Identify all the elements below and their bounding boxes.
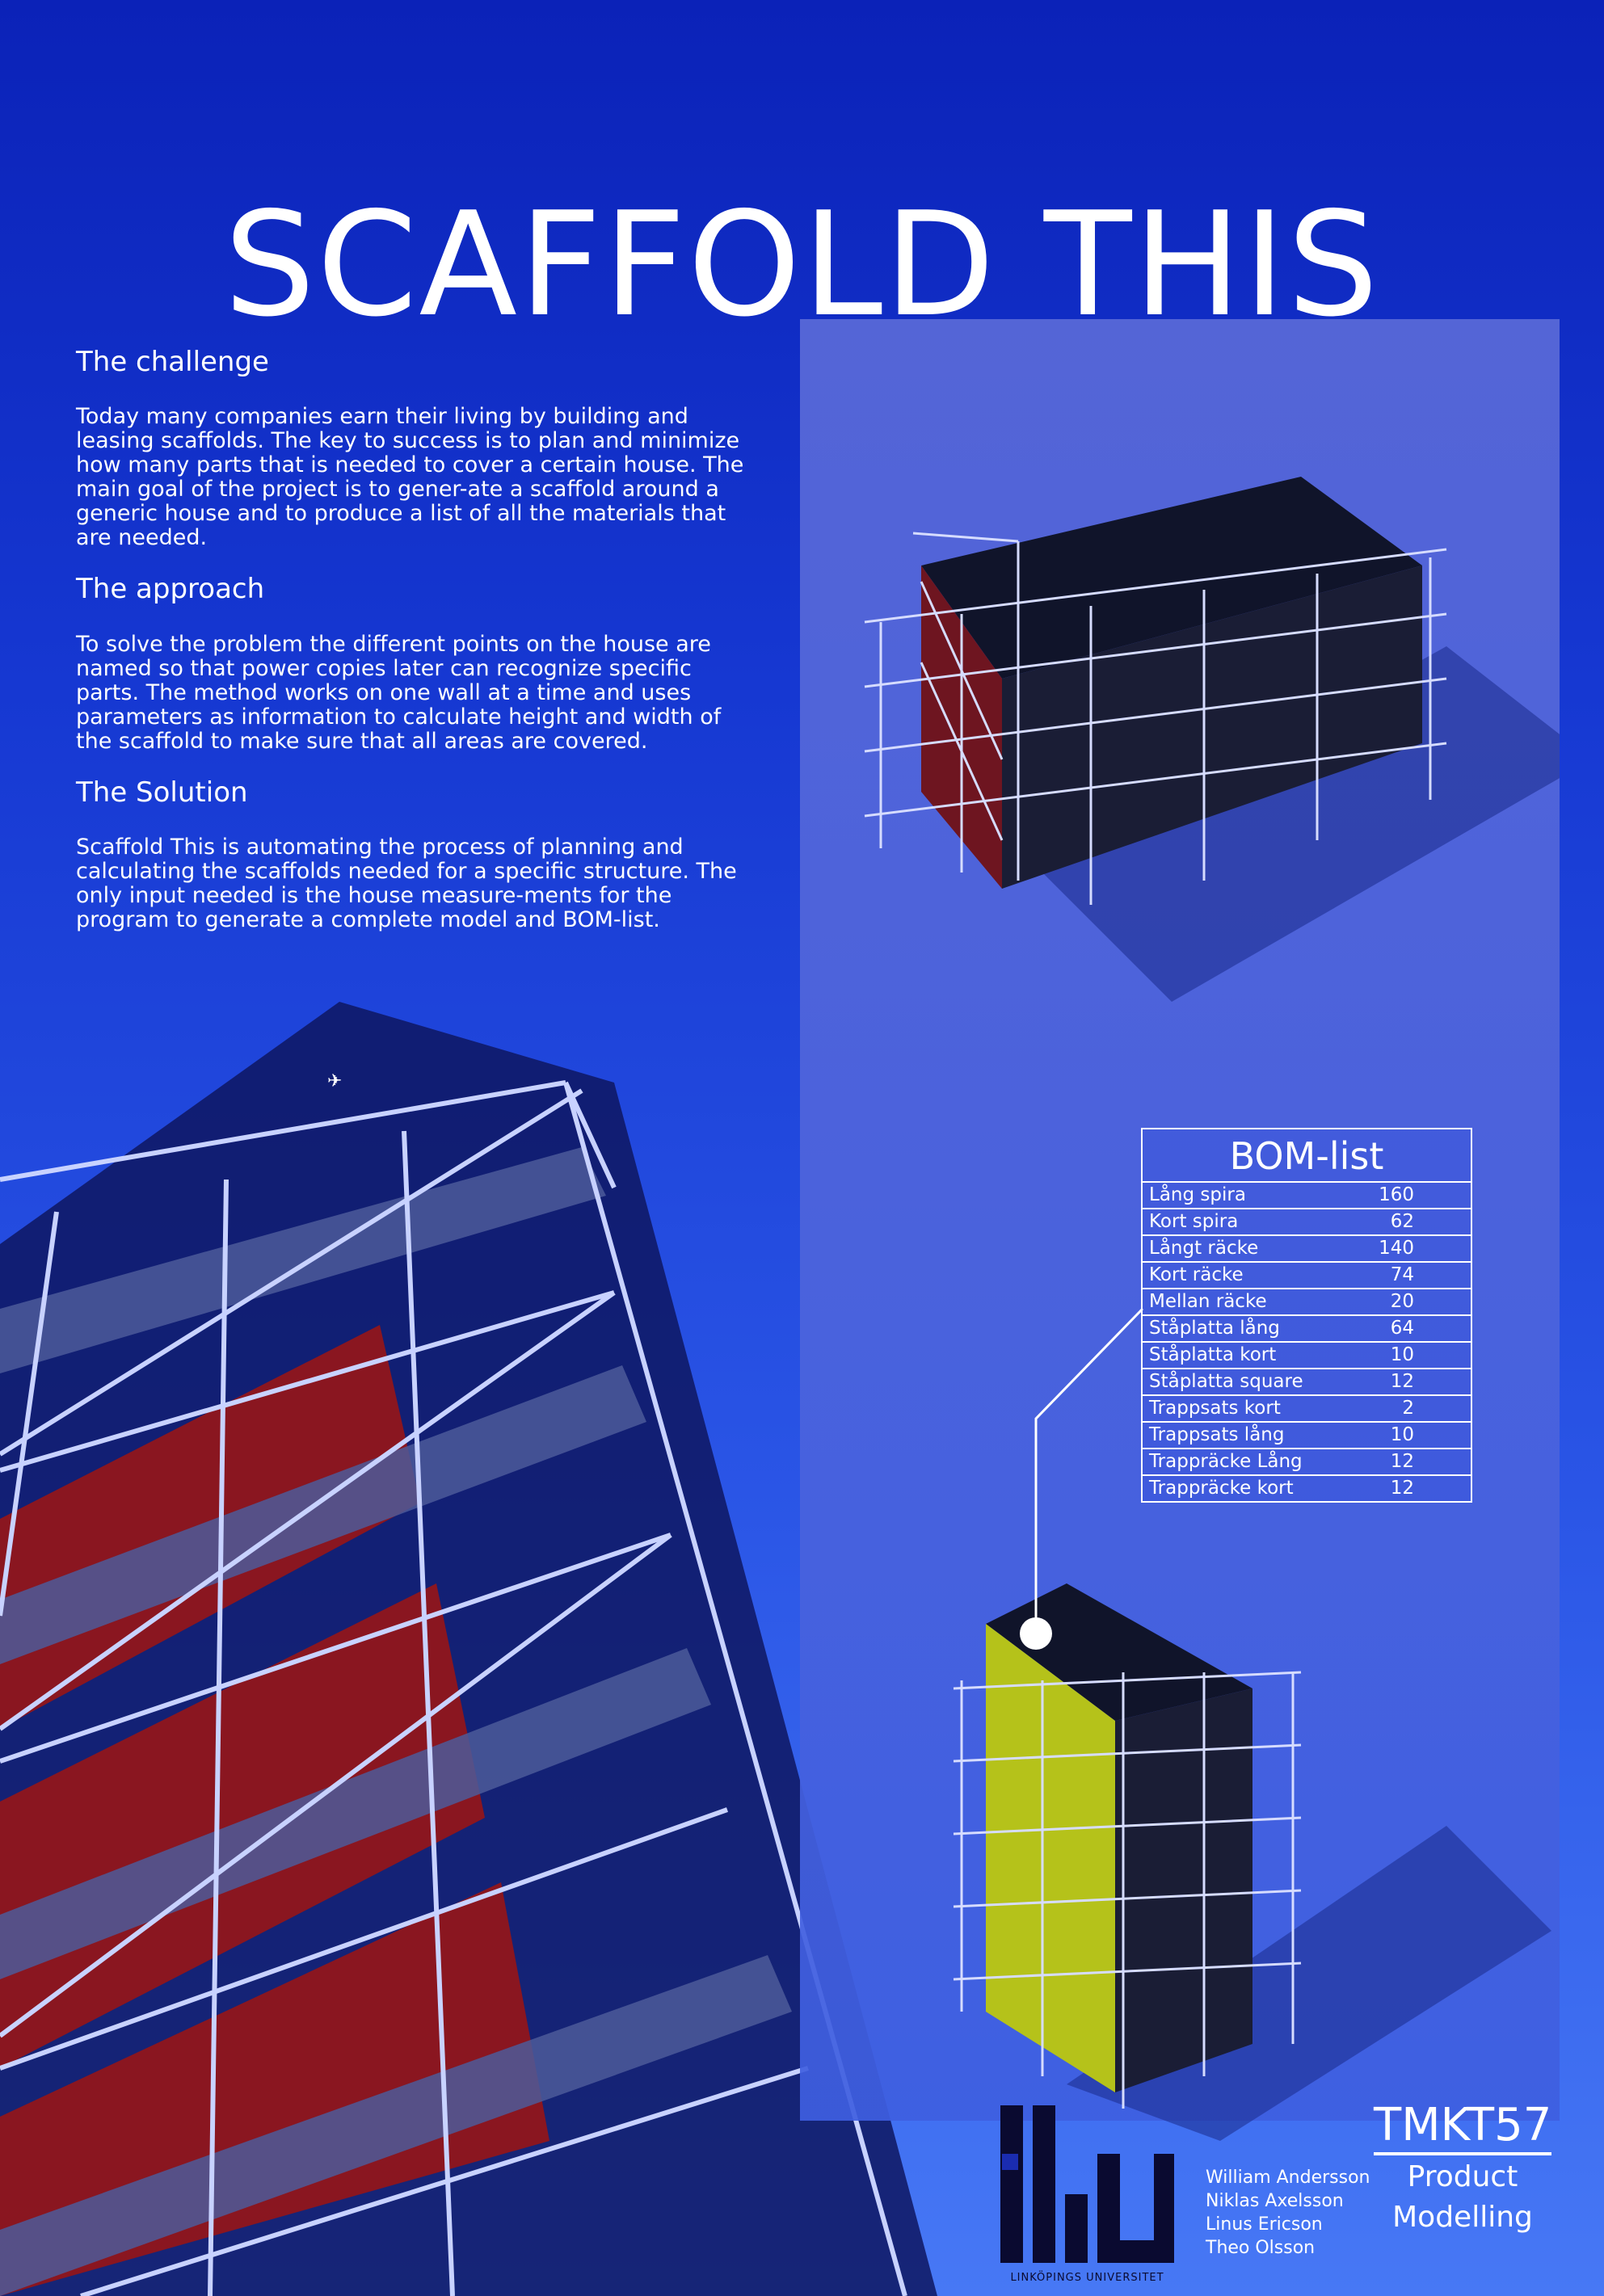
bom-row	[1143, 1423, 1471, 1449]
bom-part-name: Trappsats kort	[1149, 1398, 1281, 1419]
logo-caption: LINKÖPINGS UNIVERSITET	[1010, 2272, 1164, 2284]
bom-part-qty: 74	[1390, 1264, 1414, 1285]
bom-row	[1143, 1369, 1471, 1396]
bom-part-name: Kort spira	[1149, 1211, 1239, 1232]
bom-part-name: Ståplatta kort	[1149, 1344, 1277, 1365]
section-heading-approach: The approach	[76, 573, 265, 606]
bom-table	[1141, 1128, 1472, 1503]
bom-row	[1143, 1183, 1471, 1209]
bom-part-name: Trappsats lång	[1149, 1424, 1285, 1445]
section-body-approach: To solve the problem the different points on the house are named so that power copies later can recognize specific parts. The method works on one wall at a time and uses parameters as information to calculate height and width of the scaffold to make sure that all areas are covered.	[76, 631, 722, 754]
poster-title: SCAFFOLD THIS	[224, 181, 1380, 349]
bom-part-qty: 160	[1379, 1184, 1414, 1205]
bom-row	[1143, 1263, 1471, 1289]
bom-row	[1143, 1236, 1471, 1263]
bom-row	[1143, 1343, 1471, 1369]
bom-part-qty: 12	[1390, 1478, 1414, 1499]
bom-part-name: Trappräcke Lång	[1149, 1451, 1303, 1472]
bom-part-name: Trappräcke kort	[1149, 1478, 1294, 1499]
section-body-solution: Scaffold This is automating the process of planning and calculating the scaffolds needed for a specific structure. The only input needed is the house measure-ments for the program to generate a complete model and BOM-list.	[76, 835, 737, 933]
course-name-line2: Modelling	[1392, 2201, 1533, 2234]
section-heading-challenge: The challenge	[76, 346, 269, 378]
text-column	[76, 347, 755, 957]
liu-logo	[1000, 2105, 1174, 2287]
course-code: TMKT57	[1374, 2100, 1551, 2155]
section-heading-solution: The Solution	[76, 776, 248, 809]
bom-part-qty: 140	[1379, 1238, 1414, 1259]
bom-part-qty: 10	[1390, 1424, 1414, 1445]
bom-part-qty: 62	[1390, 1211, 1414, 1232]
bom-part-qty: 10	[1390, 1344, 1414, 1365]
bom-part-qty: 2	[1402, 1398, 1414, 1419]
bom-row	[1143, 1449, 1471, 1476]
course-info	[1374, 2100, 1551, 2236]
bom-part-name: Kort räcke	[1149, 1264, 1244, 1285]
bom-row	[1143, 1396, 1471, 1423]
bom-row	[1143, 1316, 1471, 1343]
author-list	[1206, 2166, 1370, 2260]
bom-part-name: Mellan räcke	[1149, 1291, 1267, 1312]
bom-title: BOM-list	[1143, 1129, 1471, 1183]
bom-part-qty: 20	[1390, 1291, 1414, 1312]
bom-part-name: Långt räcke	[1149, 1238, 1259, 1259]
bom-part-name: Ståplatta square	[1149, 1371, 1303, 1392]
author-name: William Andersson	[1206, 2168, 1370, 2188]
bom-part-name: Lång spira	[1149, 1184, 1246, 1205]
bom-part-qty: 12	[1390, 1371, 1414, 1392]
author-name: Theo Olsson	[1206, 2238, 1316, 2258]
bom-row	[1143, 1476, 1471, 1501]
bom-row	[1143, 1289, 1471, 1316]
svg-text:✈: ✈	[327, 1071, 343, 1091]
author-name: Niklas Axelsson	[1206, 2191, 1344, 2211]
bom-part-qty: 64	[1390, 1318, 1414, 1339]
section-body-challenge: Today many companies earn their living by building and leasing scaffolds. The key to success is to plan and minimize how many parts that is needed to cover a certain house. The main goal of the project is to gener-ate a scaffold around a generic house and to produce a list of all the materials that are needed.	[76, 404, 744, 551]
author-name: Linus Ericson	[1206, 2214, 1323, 2235]
bom-part-name: Ståplatta lång	[1149, 1318, 1280, 1339]
bom-part-qty: 12	[1390, 1451, 1414, 1472]
course-name-line1: Product	[1407, 2160, 1518, 2193]
bom-row	[1143, 1209, 1471, 1236]
